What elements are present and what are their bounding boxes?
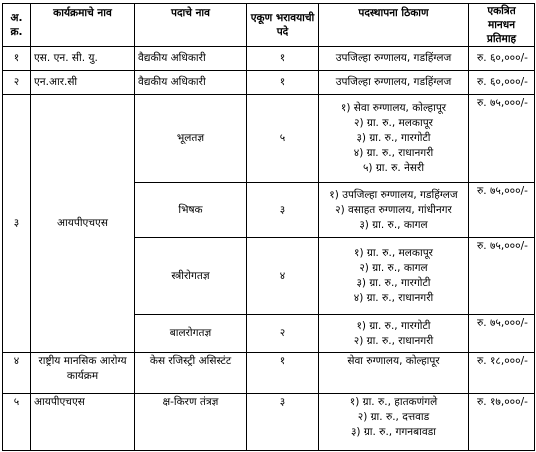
count-cell: १ xyxy=(247,71,319,95)
location-line: २) ग्रा. रु., कागल xyxy=(359,262,428,274)
location-cell xyxy=(319,315,469,353)
vacancy-table xyxy=(2,3,535,451)
location-line: ३) ग्रा. रु., कागल xyxy=(359,218,428,231)
header-row xyxy=(3,4,535,47)
location-line: सेवा रुग्णालय, कोल्हापूर xyxy=(347,355,440,367)
sr-cell: ४ xyxy=(3,353,31,394)
location-line: १) ग्रा. रु., हातकणंगले xyxy=(349,396,438,408)
location-line: १) सेवा रुग्णालय, कोल्हापूर xyxy=(340,102,447,114)
count-cell: ३ xyxy=(247,394,319,451)
program-cell: एन.आर.सी xyxy=(31,71,135,95)
table-row xyxy=(3,353,535,394)
sr-cell: ३ xyxy=(3,95,31,353)
program-cell: आयपीएचएस xyxy=(31,394,135,451)
post-cell: केस रजिस्ट्री असिस्टंट xyxy=(135,353,247,394)
post-cell: स्त्रीरोगतज्ञ xyxy=(135,238,247,315)
count-cell: १ xyxy=(247,353,319,394)
location-cell xyxy=(319,394,469,451)
location-line: ३) ग्रा. रु., गारगोटी xyxy=(356,132,431,144)
sr-cell: २ xyxy=(3,71,31,95)
location-line: १) ग्रा. रु., मलकापूर xyxy=(354,247,433,259)
count-cell: ५ xyxy=(247,95,319,183)
header-count: एकूण भरावयाची पदे xyxy=(247,4,319,47)
pay-cell: रु. १७,०००/- xyxy=(469,394,535,451)
post-cell: क्ष-किरण तंत्रज्ञ xyxy=(135,394,247,451)
pay-cell: रु. ७५,०००/- xyxy=(469,95,535,183)
pay-cell: रु. ७५,०००/- xyxy=(469,183,535,238)
table-row xyxy=(3,71,535,95)
sr-cell: ५ xyxy=(3,394,31,451)
program-cell: आयपीएचएस xyxy=(31,95,135,353)
post-cell: भिषक xyxy=(135,183,247,238)
pay-cell: रु. ६०,०००/- xyxy=(469,71,535,95)
location-line: २) ग्रा. रु., दत्तवाड xyxy=(357,411,430,423)
pay-cell: रु. ६०,०००/- xyxy=(469,47,535,71)
pay-cell: रु. १८,०००/- xyxy=(469,353,535,394)
program-cell: एस. एन. सी. यु. xyxy=(31,47,135,71)
location-line: ४) ग्रा. रु., राधानगरी xyxy=(353,292,434,304)
pay-cell: रु. ७५,०००/- xyxy=(469,238,535,315)
location-cell xyxy=(319,183,469,238)
location-line: ४) ग्रा. रु., राधानगरी xyxy=(353,147,434,159)
count-cell: २ xyxy=(247,315,319,353)
table-row xyxy=(3,47,535,71)
header-sr: अ. क्र. xyxy=(3,4,31,47)
location-line: २) वसाहत रुग्णालय, गांधीनगर xyxy=(335,203,452,216)
location-line: उपजिल्हा रुग्णालय, गडहिंग्लज xyxy=(335,52,452,64)
post-cell: वैद्यकीय अधिकारी xyxy=(135,47,247,71)
pay-cell: रु. ७५,०००/- xyxy=(469,315,535,353)
location-cell xyxy=(319,47,469,71)
header-program: कार्यक्रमाचे नाव xyxy=(31,4,135,47)
location-line: २) ग्रा. रु., मलकापूर xyxy=(354,117,433,129)
location-line: १) उपजिल्हा रुग्णालय, गडहिंग्लज xyxy=(329,188,458,201)
location-line: उपजिल्हा रुग्णालय, गडहिंग्लज xyxy=(335,76,452,88)
post-cell: भूलतज्ञ xyxy=(135,95,247,183)
location-line: ३) ग्रा. रु., गारगोटी xyxy=(356,277,431,289)
header-pay: एकत्रित मानधन प्रतिमाह xyxy=(469,4,535,47)
header-post: पदाचे नाव xyxy=(135,4,247,47)
location-cell xyxy=(319,71,469,95)
count-cell: १ xyxy=(247,47,319,71)
location-line: १) ग्रा. रु., गारगोटी xyxy=(356,319,431,332)
sr-cell: १ xyxy=(3,47,31,71)
count-cell: ३ xyxy=(247,183,319,238)
post-cell: वैद्यकीय अधिकारी xyxy=(135,71,247,95)
post-cell: बालरोगतज्ञ xyxy=(135,315,247,353)
location-line: २) ग्रा. रु., राधानगरी xyxy=(353,334,434,347)
count-cell: ४ xyxy=(247,238,319,315)
header-location: पदस्थापना ठिकाण xyxy=(319,4,469,47)
location-cell xyxy=(319,95,469,183)
program-cell: राष्ट्रीय मानसिक आरोग्य कार्यक्रम xyxy=(31,353,135,394)
location-cell xyxy=(319,238,469,315)
location-cell xyxy=(319,353,469,394)
location-line: ५) ग्रा. रु. नेसरी xyxy=(362,162,425,174)
table-row xyxy=(3,95,535,183)
table-row xyxy=(3,394,535,451)
location-line: ३) ग्रा. रु., गगनबावडा xyxy=(350,426,437,438)
